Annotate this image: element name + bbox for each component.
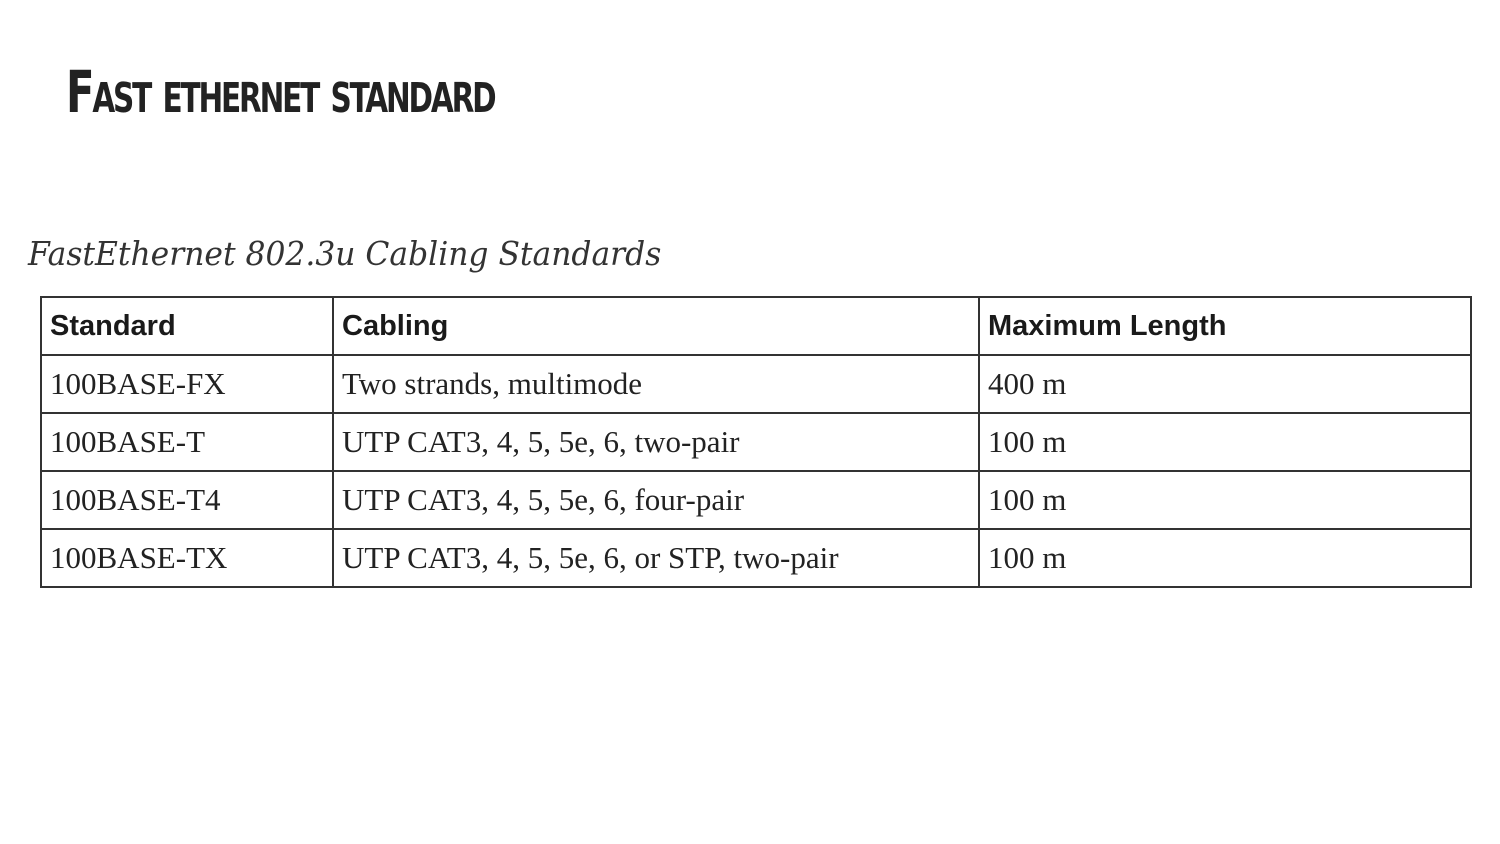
cell-cabling: Two strands, multimode xyxy=(333,355,979,413)
cell-maximum-length: 100 m xyxy=(979,529,1471,587)
cell-standard: 100BASE-FX xyxy=(41,355,333,413)
slide-title: Fast ethernet standard xyxy=(66,58,495,126)
table-row xyxy=(41,413,1471,471)
cell-standard: 100BASE-T4 xyxy=(41,471,333,529)
cell-standard: 100BASE-TX xyxy=(41,529,333,587)
cell-maximum-length: 400 m xyxy=(979,355,1471,413)
table-row xyxy=(41,529,1471,587)
table-row xyxy=(41,355,1471,413)
table-header-row xyxy=(41,297,1471,355)
cell-maximum-length: 100 m xyxy=(979,471,1471,529)
table-row xyxy=(41,471,1471,529)
cabling-standards-table xyxy=(40,296,1472,588)
table-caption: FastEthernet 802.3u Cabling Standards xyxy=(28,234,662,273)
cell-cabling: UTP CAT3, 4, 5, 5e, 6, four-pair xyxy=(333,471,979,529)
column-header-maximum-length: Maximum Length xyxy=(979,297,1471,355)
column-header-standard: Standard xyxy=(41,297,333,355)
cell-cabling: UTP CAT3, 4, 5, 5e, 6, two-pair xyxy=(333,413,979,471)
cell-standard: 100BASE-T xyxy=(41,413,333,471)
cell-cabling: UTP CAT3, 4, 5, 5e, 6, or STP, two-pair xyxy=(333,529,979,587)
cell-maximum-length: 100 m xyxy=(979,413,1471,471)
column-header-cabling: Cabling xyxy=(333,297,979,355)
